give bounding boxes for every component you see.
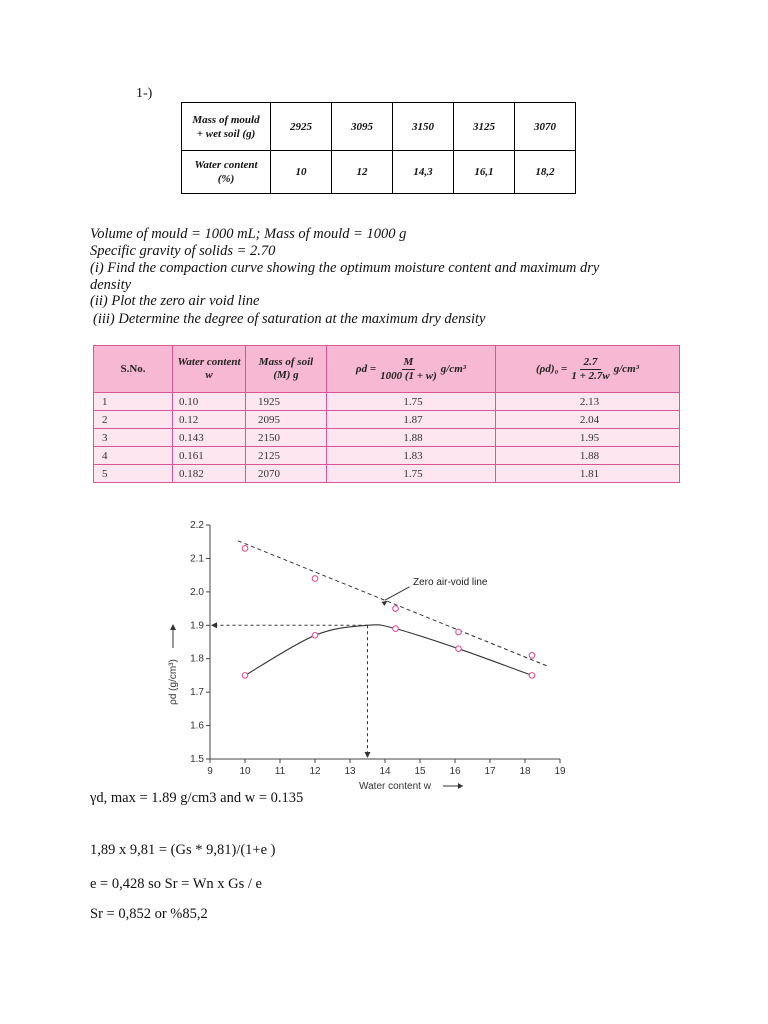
table-row	[94, 429, 680, 447]
result-line: Sr = 0,852 or %85,2	[90, 906, 208, 922]
formula-numerator: 2.7	[580, 356, 602, 370]
table-cell: 1.83	[327, 447, 496, 465]
formula-unit: g/cm³	[440, 362, 467, 375]
compaction-point	[529, 673, 535, 679]
table-cell: 1.81	[496, 465, 680, 483]
y-tick-label: 1.8	[190, 653, 204, 665]
row-header	[182, 151, 271, 194]
table-cell: 1.75	[327, 393, 496, 411]
table-cell: 2095	[246, 411, 327, 429]
compaction-chart	[160, 515, 580, 795]
x-tick-label: 15	[414, 766, 426, 777]
table-row	[94, 411, 680, 429]
table-cell: 5	[94, 465, 173, 483]
table-cell: 0.161	[173, 447, 246, 465]
table-row	[94, 393, 680, 411]
table-row	[182, 103, 576, 151]
problem-line: Volume of mould = 1000 mL; Mass of mould = 1000 g	[90, 226, 407, 242]
table-cell: 16,1	[454, 151, 515, 194]
header-mass	[246, 346, 327, 393]
problem-line: (i) Find the compaction curve showing the optimum moisture content and maximum dry	[90, 260, 600, 276]
x-axis-label: Water content w	[359, 781, 431, 792]
table-cell: 12	[332, 151, 393, 194]
table-cell: 1925	[246, 393, 327, 411]
table-cell: 2150	[246, 429, 327, 447]
table-cell: 14,3	[393, 151, 454, 194]
table-cell: 0.10	[173, 393, 246, 411]
data-table	[181, 102, 576, 194]
problem-line: (ii) Plot the zero air void line	[90, 293, 260, 309]
header-line: w	[205, 369, 213, 381]
zero-air-void-line	[238, 541, 550, 667]
compaction-point	[393, 626, 399, 632]
header-water-content	[173, 346, 246, 393]
table-cell: 10	[271, 151, 332, 194]
table-cell: 2.04	[496, 411, 680, 429]
result-line: e = 0,428 so Sr = Wn x Gs / e	[90, 876, 262, 892]
optimum-vertical-arrowhead	[365, 752, 371, 758]
header-sno: S.No.	[94, 346, 173, 393]
annotation-arrowhead	[382, 601, 388, 606]
formula-denominator: 1000 (1 + w)	[380, 369, 437, 382]
table-cell: 18,2	[515, 151, 576, 194]
problem-line: Specific gravity of solids = 2.70	[90, 243, 276, 259]
zero-air-void-point	[242, 546, 248, 552]
y-tick-label: 1.9	[190, 620, 204, 632]
table-row	[94, 447, 680, 465]
x-tick-label: 10	[239, 766, 251, 777]
table-cell: 3	[94, 429, 173, 447]
formula-lhs: ρd =	[355, 362, 377, 375]
problem-line: (iii) Determine the degree of saturation at the maximum dry density	[93, 311, 486, 327]
row-header-line2: (%)	[217, 173, 235, 185]
table-cell: 1	[94, 393, 173, 411]
x-tick-label: 17	[484, 766, 496, 777]
table-cell: 1.88	[496, 447, 680, 465]
row-header-line2: + wet soil (g)	[196, 127, 256, 140]
header-line: Water content	[177, 356, 241, 368]
x-tick-label: 13	[344, 766, 356, 777]
y-tick-label: 1.7	[190, 687, 204, 699]
header-line: (M) g	[273, 369, 299, 381]
zero-air-void-point	[312, 576, 318, 582]
formula-denominator: 1 + 2.7w	[571, 369, 610, 382]
compaction-point	[456, 646, 462, 652]
row-header-line1: Mass of mould	[192, 113, 260, 126]
table-cell: 1.95	[496, 429, 680, 447]
zero-air-void-point	[529, 653, 535, 659]
header-zero-air-void	[496, 346, 680, 393]
table-cell: 4	[94, 447, 173, 465]
table-cell: 3070	[515, 103, 576, 151]
x-tick-label: 11	[274, 766, 286, 777]
x-tick-label: 16	[449, 766, 461, 777]
zero-air-void-annotation: Zero air-void line	[413, 577, 488, 589]
zero-air-void-point	[456, 629, 462, 635]
table-cell: 1.75	[327, 465, 496, 483]
table-row	[182, 151, 576, 194]
table-cell: 2125	[246, 447, 327, 465]
problem-line: density	[90, 277, 132, 293]
header-dry-density	[327, 346, 496, 393]
question-label: 1-)	[136, 86, 153, 101]
x-tick-label: 12	[309, 766, 321, 777]
row-header-line1: Water content	[194, 159, 258, 171]
y-tick-label: 1.5	[190, 754, 204, 765]
table-cell: 3125	[454, 103, 515, 151]
compaction-curve	[245, 625, 532, 676]
table-cell: 3095	[332, 103, 393, 151]
result-line: 1,89 x 9,81 = (Gs * 9,81)/(1+e )	[90, 842, 276, 858]
header-line: Mass of soil	[258, 356, 314, 368]
row-header	[182, 103, 271, 151]
table-cell: 2070	[246, 465, 327, 483]
annotation-leader	[385, 587, 410, 600]
table-cell: 3150	[393, 103, 454, 151]
y-tick-label: 1.6	[190, 720, 204, 732]
table-cell: 2.13	[496, 393, 680, 411]
table-cell: 0.12	[173, 411, 246, 429]
x-label-arrowhead	[458, 783, 463, 789]
x-tick-label: 14	[379, 766, 391, 777]
table-cell: 0.182	[173, 465, 246, 483]
x-tick-label: 18	[519, 766, 531, 777]
formula-numerator: M	[403, 355, 414, 368]
x-tick-label: 9	[207, 766, 213, 777]
table-cell: 0.143	[173, 429, 246, 447]
result-line: γd, max = 1.89 g/cm3 and w = 0.135	[90, 790, 304, 806]
y-tick-label: 2.2	[190, 520, 204, 531]
y-tick-label: 2.1	[190, 553, 204, 565]
compaction-point	[242, 673, 248, 679]
y-axis-label: ρd (g/cm³)	[168, 659, 179, 705]
table-row	[94, 465, 680, 483]
table-header-row	[94, 346, 680, 393]
y-label-arrowhead	[170, 624, 176, 630]
results-table	[93, 345, 680, 483]
table-cell: 2925	[271, 103, 332, 151]
table-cell: 2	[94, 411, 173, 429]
x-tick-label: 19	[554, 766, 566, 777]
compaction-point	[312, 633, 318, 639]
formula-unit: g/cm³	[613, 362, 639, 375]
results-table-wrapper	[93, 345, 680, 484]
table-cell: 1.87	[327, 411, 496, 429]
zero-air-void-point	[393, 606, 399, 612]
optimum-horizontal-arrowhead	[211, 622, 217, 628]
formula-lhs: (ρd)₀ =	[535, 362, 568, 375]
table-cell: 1.88	[327, 429, 496, 447]
y-tick-label: 2.0	[190, 586, 204, 598]
